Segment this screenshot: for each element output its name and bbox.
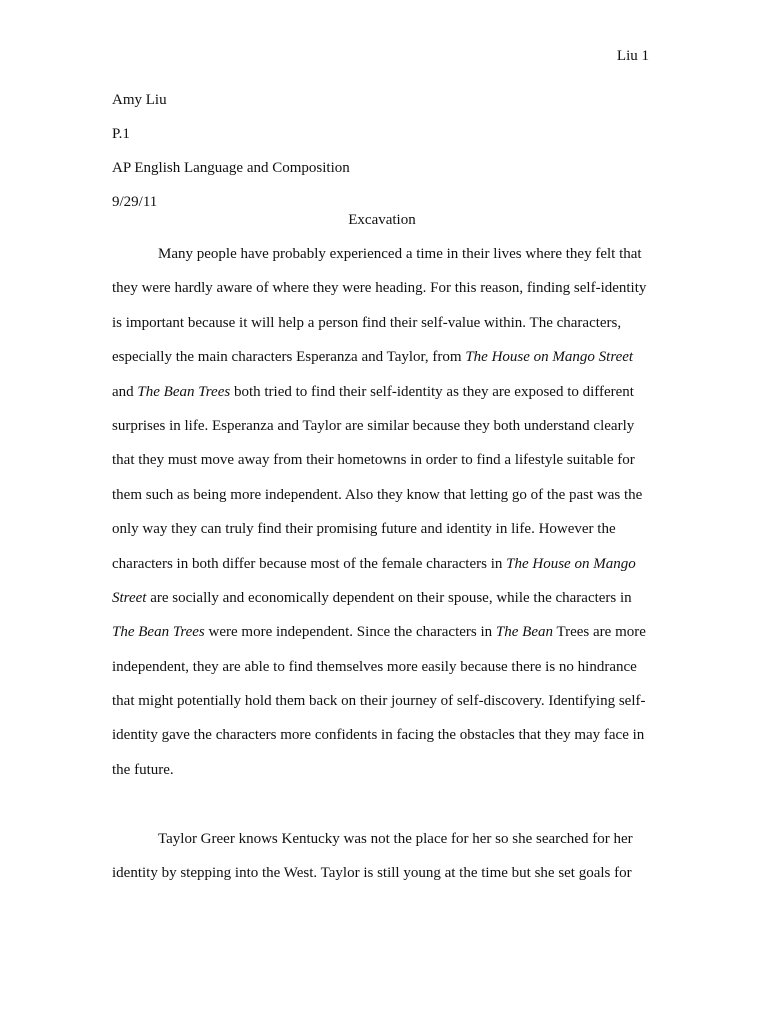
paragraph-1-line-12 (112, 622, 652, 656)
text-run: independent, they are able to find themselves more easily because there is no hindrance (112, 658, 637, 675)
paragraph-1-line-8 (112, 485, 652, 519)
text-run: surprises in life. Esperanza and Taylor are similar because they both understand clearly (112, 417, 635, 434)
paragraph-1-line-9 (112, 519, 652, 553)
text-run: Trees are more (556, 624, 646, 641)
text-run: the future. (112, 761, 174, 778)
author-name: Amy Liu (112, 92, 167, 108)
essay-body (112, 244, 652, 897)
text-run: especially the main characters Esperanza and Taylor, from (112, 349, 462, 366)
paragraph-2-line-1 (112, 829, 652, 863)
paragraph-1-line-4 (112, 347, 652, 381)
paragraph-1-line-2 (112, 278, 652, 312)
paragraph-1-line-11 (112, 588, 652, 622)
text-run: are socially and economically dependent on their spouse, while the characters in (150, 589, 632, 606)
paragraph-2-line-2 (112, 863, 652, 897)
class-period: P.1 (112, 126, 130, 142)
text-run: them such as being more independent. Also they know that letting go of the past was the (112, 486, 643, 503)
book-title-italic: The House on Mango Street (465, 349, 634, 366)
essay-title: Excavation (348, 212, 416, 228)
text-run: characters in both differ because most of the female characters in (112, 555, 503, 572)
paragraph-1-line-5 (112, 382, 652, 416)
text-run: that they must move away from their hometowns in order to find a lifestyle suitable for (112, 452, 635, 469)
book-title-italic: The House on Mango (506, 555, 636, 572)
text-run: that might potentially hold them back on their journey of self-discovery. Identifying self- (112, 693, 646, 710)
text-run: and (112, 383, 134, 400)
paragraph-1-line-3 (112, 313, 652, 347)
text-run: identity by stepping into the West. Taylor is still young at the time but she set goals for (112, 865, 632, 882)
paragraph-1-line-16 (112, 760, 652, 794)
paragraph-1-line-1 (112, 244, 652, 278)
paragraph-spacer (112, 794, 652, 828)
text-run: Taylor Greer knows Kentucky was not the place for her so she searched for her (158, 830, 633, 847)
paragraph-1-line-15 (112, 725, 652, 759)
text-run: is important because it will help a person find their self-value within. The characters, (112, 314, 622, 331)
text-run: identity gave the characters more confidents in facing the obstacles that they may face in (112, 727, 645, 744)
paragraph-1-line-14 (112, 691, 652, 725)
text-run: only way they can truly find their promising future and identity in life. However the (112, 521, 616, 538)
book-title-italic: The Bean Trees (137, 383, 231, 400)
running-head: Liu 1 (616, 48, 649, 64)
text-run: both tried to find their self-identity as they are exposed to different (233, 383, 634, 400)
paragraph-1-line-10 (112, 554, 652, 588)
text-run: Many people have probably experienced a time in their lives where they felt that (158, 246, 642, 262)
mla-heading (112, 90, 652, 212)
paragraph-1-line-13 (112, 657, 652, 691)
course-name: AP English Language and Composition (112, 160, 350, 176)
book-title-italic: The Bean Trees (112, 624, 205, 641)
paragraph-1-line-7 (112, 450, 652, 484)
text-run: were more independent. Since the characters in (208, 624, 493, 641)
text-run: they were hardly aware of where they were heading. For this reason, finding self-identity (112, 280, 647, 297)
book-title-italic: Street (112, 589, 147, 606)
essay-date: 9/29/11 (112, 194, 158, 210)
book-title-italic: The Bean (495, 624, 553, 641)
paragraph-1-line-6 (112, 416, 652, 450)
